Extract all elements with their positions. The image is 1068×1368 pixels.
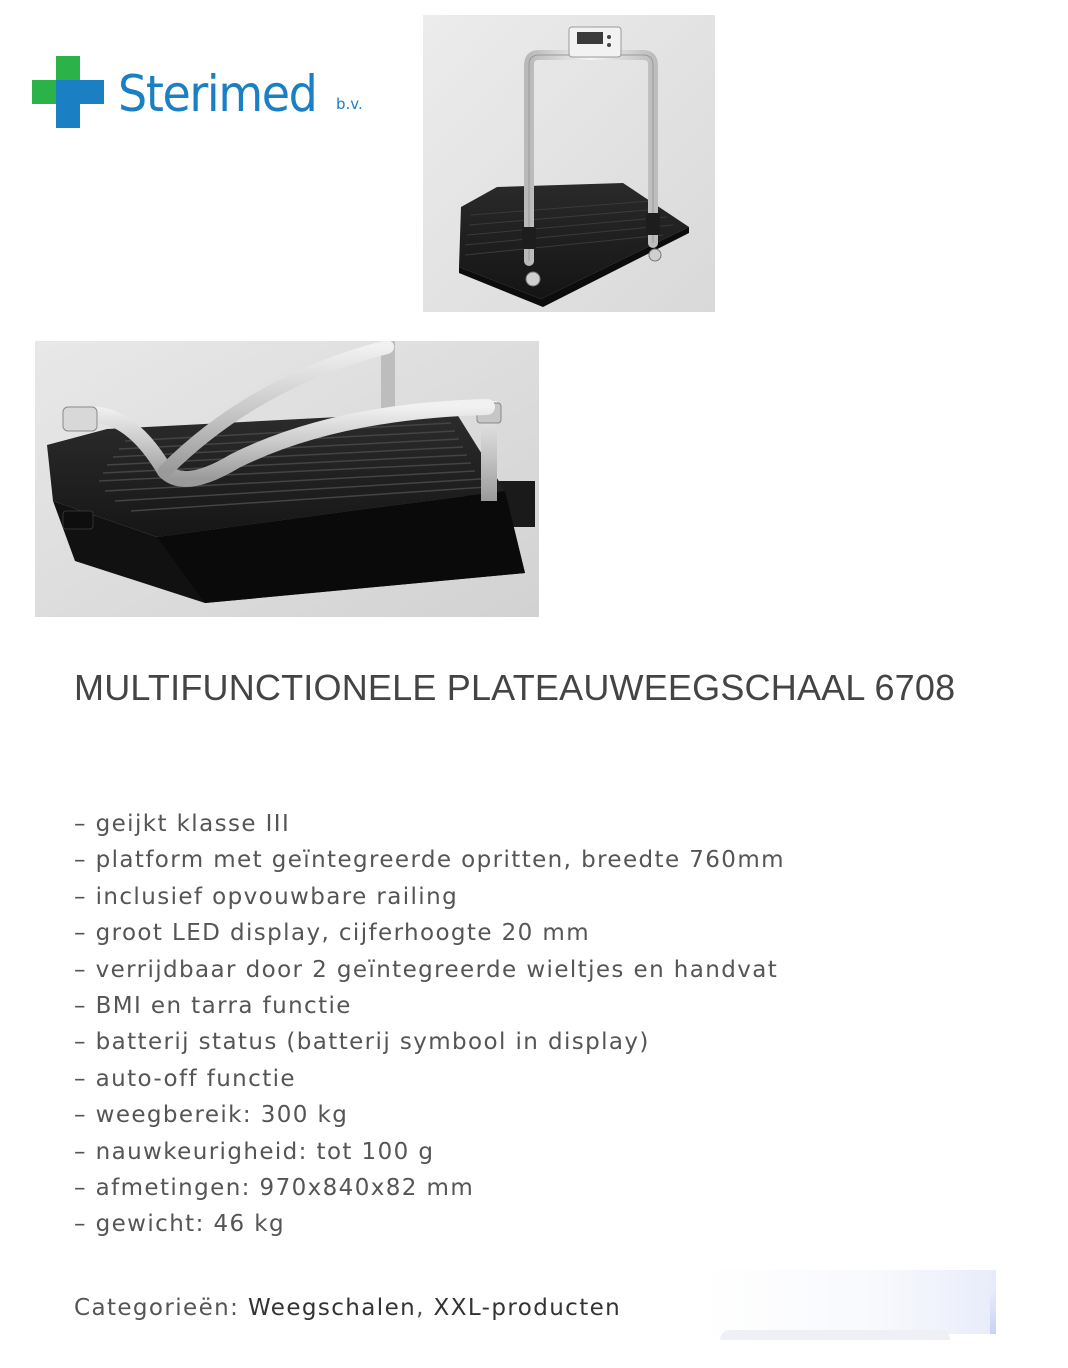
list-item: – afmetingen: 970x840x82 mm xyxy=(74,1175,475,1202)
category-link-weegschalen[interactable]: Weegschalen xyxy=(247,1295,417,1321)
product-image-front[interactable] xyxy=(423,15,715,312)
product-specs-list xyxy=(74,806,785,1243)
scale-front-illustration xyxy=(423,15,715,312)
medical-cross-icon xyxy=(32,56,104,128)
list-item: – auto-off functie xyxy=(74,1065,296,1092)
list-item: – verrijdbaar door 2 geïntegreerde wieltjes en handvat xyxy=(74,956,779,983)
list-item: – groot LED display, cijferhoogte 20 mm xyxy=(74,920,591,947)
category-link-xxl-producten[interactable]: XXL-producten xyxy=(433,1295,622,1321)
floating-widget-edge xyxy=(700,1270,996,1334)
scale-side-illustration xyxy=(35,341,539,617)
product-title: MULTIFUNCTIONELE PLATEAUWEEGSCHAAL 6708 xyxy=(74,667,956,708)
logo-suffix: b.v. xyxy=(336,95,363,113)
product-image-side[interactable] xyxy=(35,341,539,617)
list-item: – inclusief opvouwbare railing xyxy=(74,883,459,910)
list-item: – platform met geïntegreerde opritten, breedte 760mm xyxy=(74,847,785,874)
widget-pill[interactable] xyxy=(720,1330,950,1340)
logo-wordmark: Sterimed xyxy=(118,65,317,123)
categories-label: Categorieën: xyxy=(74,1295,248,1321)
product-categories xyxy=(74,1290,621,1326)
list-item: – nauwkeurigheid: tot 100 g xyxy=(74,1138,435,1165)
list-item: – weegbereik: 300 kg xyxy=(74,1102,349,1129)
widget-shadow-edge xyxy=(990,1290,996,1334)
list-item: – BMI en tarra functie xyxy=(74,993,352,1020)
list-item: – gewicht: 46 kg xyxy=(74,1211,285,1238)
sterimed-logo[interactable] xyxy=(32,56,382,130)
list-item: – batterij status (batterij symbool in display) xyxy=(74,1029,650,1056)
category-separator: , xyxy=(416,1295,434,1321)
list-item: – geijkt klasse III xyxy=(74,811,291,837)
